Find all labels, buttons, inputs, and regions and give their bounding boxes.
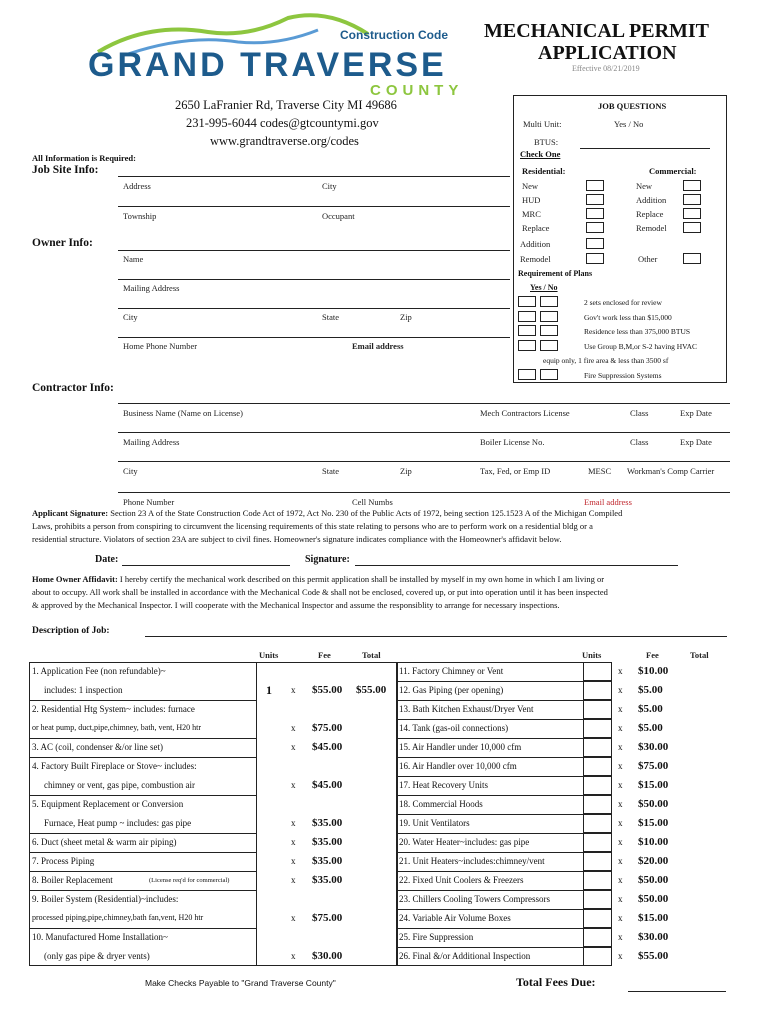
contractor-state-label: State: [322, 466, 339, 476]
right-units-cell[interactable]: [584, 852, 612, 871]
logo-top-text: Construction Code: [340, 28, 448, 42]
right-item-fee: $75.00: [638, 760, 669, 772]
applicant-text1: Section 23 A of the State Construction Code Act of 1972, Act No. 230 of the Public Acts of 1972, being section 125.1523 A of the Michigan Compiled: [108, 508, 623, 518]
right-item-label: 21. Unit Heaters~includes:chimney/vent: [399, 856, 545, 866]
right-item-multiply: x: [618, 780, 623, 790]
right-item-multiply: x: [618, 761, 623, 771]
left-item-multiply: x: [291, 685, 296, 695]
left-item-multiply: x: [291, 818, 296, 828]
contractor-tax-label: Tax, Fed, or Emp ID: [480, 466, 551, 476]
left-row-divider: [29, 871, 256, 872]
left-row-divider: [29, 833, 256, 834]
left-item-sublabel: processed piping,pipe,chimney,bath fan,vent, H20 htr: [32, 913, 204, 922]
contact-address: 2650 LaFranier Rd, Traverse City MI 49686: [175, 98, 397, 112]
plan5-yes-checkbox[interactable]: [518, 369, 536, 380]
res-addition-checkbox[interactable]: [586, 238, 604, 249]
right-item-multiply: x: [618, 932, 623, 942]
left-fee-header: Fee: [318, 650, 331, 660]
job-site-township-label: Township: [123, 211, 157, 221]
left-units-cell[interactable]: [256, 738, 284, 757]
left-units-cell[interactable]: [256, 795, 284, 833]
right-item-multiply: x: [618, 913, 623, 923]
effective-date: Effective 08/21/2019: [572, 64, 640, 73]
other-label: Other: [638, 254, 658, 264]
right-units-cell[interactable]: [584, 814, 612, 833]
job-site-address-label: Address: [123, 181, 151, 191]
right-item-fee: $50.00: [638, 874, 669, 886]
plan-note-6: Fire Suppression Systems: [584, 371, 662, 380]
plan5-no-checkbox[interactable]: [540, 369, 558, 380]
total-due-field[interactable]: [628, 991, 726, 992]
right-item-label: 25. Fire Suppression: [399, 932, 474, 942]
affidavit-text1: I hereby certify the mechanical work described on this permit application shall be installed by myself in my own home in which I am living or: [117, 574, 605, 584]
left-item-multiply: x: [291, 951, 296, 961]
left-item-label: 1. Application Fee (non refundable)~: [32, 666, 166, 676]
res-mrc-label: MRC: [522, 209, 541, 219]
left-item-multiply: x: [291, 913, 296, 923]
right-row-divider: [397, 871, 584, 872]
right-units-cell[interactable]: [584, 757, 612, 776]
left-item-units[interactable]: 1: [266, 683, 272, 697]
res-hud-label: HUD: [522, 195, 541, 205]
left-item-fee: $75.00: [312, 912, 343, 924]
title-line1: MECHANICAL PERMIT: [484, 20, 710, 42]
job-site-heading: Job Site Info:: [32, 164, 99, 176]
applicant-label: Applicant Signature:: [32, 508, 109, 518]
left-item-fee: $55.00: [312, 684, 343, 696]
right-units-cell[interactable]: [584, 681, 612, 700]
right-item-label: 26. Final &/or Additional Inspection: [399, 951, 531, 961]
other-checkbox[interactable]: [683, 253, 701, 264]
total-due-label: Total Fees Due:: [516, 975, 596, 989]
contractor-mailing-label: Mailing Address: [123, 437, 180, 447]
left-item-fee: $35.00: [312, 874, 343, 886]
right-row-divider: [397, 681, 584, 682]
right-item-fee: $15.00: [638, 817, 669, 829]
multi-unit-yes-no[interactable]: Yes / No: [614, 119, 644, 129]
right-item-fee: $5.00: [638, 722, 663, 734]
contractor-boiler-label: Boiler License No.: [480, 437, 545, 447]
contact-phone-email: 231-995-6044 codes@gtcountymi.gov: [186, 116, 379, 130]
res-new-checkbox[interactable]: [586, 180, 604, 191]
left-item-multiply: x: [291, 742, 296, 752]
left-item-sublabel: chimney or vent, gas pipe, combustion air: [44, 780, 195, 790]
date-label: Date:: [95, 554, 119, 565]
right-units-cell[interactable]: [584, 738, 612, 757]
right-item-fee: $30.00: [638, 931, 669, 943]
left-row-divider: [29, 700, 256, 701]
left-units-cell[interactable]: [256, 890, 284, 928]
required-note: All Information is Required:: [32, 153, 136, 163]
left-item-label: 7. Process Piping: [32, 856, 95, 866]
right-units-cell[interactable]: [584, 662, 612, 681]
right-units-cell[interactable]: [584, 947, 612, 966]
right-units-cell[interactable]: [584, 700, 612, 719]
right-units-cell[interactable]: [584, 795, 612, 814]
right-item-label: 12. Gas Piping (per opening): [399, 685, 504, 695]
right-row-divider: [397, 833, 584, 834]
left-row-divider: [29, 795, 256, 796]
right-item-multiply: x: [618, 818, 623, 828]
contractor-heading: Contractor Info:: [32, 382, 114, 394]
right-units-cell[interactable]: [584, 719, 612, 738]
left-row-divider: [29, 890, 256, 891]
contractor-cell-label: Cell Numbs: [352, 497, 393, 507]
logo-main-text: GRAND TRAVERSE: [88, 46, 447, 84]
right-item-fee: $10.00: [638, 665, 669, 677]
contractor-mesc-label: MESC: [588, 466, 612, 476]
left-item-sublabel: or heat pump, duct,pipe,chimney, bath, vent, H20 htr: [32, 723, 201, 732]
res-replace-checkbox[interactable]: [586, 222, 604, 233]
plan3-yes-checkbox[interactable]: [518, 325, 536, 336]
right-units-cell[interactable]: [584, 909, 612, 928]
right-item-multiply: x: [618, 799, 623, 809]
right-row-divider: [397, 700, 584, 701]
owner-mailing-label: Mailing Address: [123, 283, 180, 293]
multi-unit-label: Multi Unit:: [523, 119, 562, 129]
right-item-fee: $10.00: [638, 836, 669, 848]
county-logo: [88, 12, 468, 102]
right-item-label: 13. Bath Kitchen Exhaust/Dryer Vent: [399, 704, 534, 714]
right-units-cell[interactable]: [584, 871, 612, 890]
contractor-phone-label: Phone Number: [123, 497, 175, 507]
plans-yes-no-label: Yes / No: [530, 283, 558, 292]
contractor-business-label: Business Name (Name on License): [123, 408, 243, 418]
right-item-multiply: x: [618, 666, 623, 676]
owner-email-label: Email address: [352, 341, 404, 351]
payable-note: Make Checks Payable to "Grand Traverse County": [145, 978, 336, 988]
left-row-divider: [29, 928, 256, 929]
job-site-city-label: City: [322, 181, 337, 191]
right-units-cell[interactable]: [584, 833, 612, 852]
right-item-fee: $15.00: [638, 779, 669, 791]
right-fee-header: Fee: [646, 650, 659, 660]
right-item-label: 16. Air Handler over 10,000 cfm: [399, 761, 517, 771]
applicant-text2: Laws, prohibits a person from conspiring to circumvent the licensing requirements of this state relating to persons who are to perform work on a residential bldg or a: [32, 521, 593, 531]
left-item-multiply: x: [291, 780, 296, 790]
right-item-fee: $20.00: [638, 855, 669, 867]
left-item-fee: $30.00: [312, 950, 343, 962]
right-item-multiply: x: [618, 837, 623, 847]
left-units-cell[interactable]: [256, 928, 284, 966]
right-item-fee: $30.00: [638, 741, 669, 753]
right-item-label: 24. Variable Air Volume Boxes: [399, 913, 511, 923]
residential-label: Residential:: [522, 166, 566, 176]
com-remodel-label: Remodel: [636, 223, 667, 233]
contact-website: www.grandtraverse.org/codes: [210, 134, 359, 148]
left-item-note: (License req'd for commercial): [149, 877, 230, 884]
left-item-fee: $35.00: [312, 836, 343, 848]
check-one-label: Check One: [520, 149, 561, 159]
commercial-label: Commercial:: [649, 166, 697, 176]
logo-sub-text: COUNTY: [370, 82, 464, 99]
plan4-yes-checkbox[interactable]: [518, 340, 536, 351]
res-hud-checkbox[interactable]: [586, 194, 604, 205]
right-item-multiply: x: [618, 894, 623, 904]
left-units-header: Units: [259, 650, 279, 660]
right-item-multiply: x: [618, 723, 623, 733]
plan-note-1: 2 sets enclosed for review: [584, 298, 662, 307]
right-units-cell[interactable]: [584, 776, 612, 795]
res-addition-label: Addition: [520, 239, 551, 249]
req-plans-label: Requirement of Plans: [518, 269, 593, 278]
left-units-cell[interactable]: [256, 871, 284, 890]
title-line2: APPLICATION: [538, 42, 677, 64]
left-item-total[interactable]: $55.00: [356, 684, 387, 696]
description-label: Description of Job:: [32, 626, 110, 636]
right-item-label: 11. Factory Chimney or Vent: [399, 666, 504, 676]
plan4-no-checkbox[interactable]: [540, 340, 558, 351]
right-item-multiply: x: [618, 875, 623, 885]
right-row-divider: [397, 909, 584, 910]
res-remodel-checkbox[interactable]: [586, 253, 604, 264]
com-new-checkbox[interactable]: [683, 180, 701, 191]
right-item-multiply: x: [618, 951, 623, 961]
left-item-sublabel: Furnace, Heat pump ~ includes: gas pipe: [44, 818, 192, 828]
right-item-label: 23. Chillers Cooling Towers Compressors: [399, 894, 550, 904]
right-item-label: 22. Fixed Unit Coolers & Freezers: [399, 875, 524, 885]
right-item-multiply: x: [618, 856, 623, 866]
owner-phone-label: Home Phone Number: [123, 341, 198, 351]
right-item-multiply: x: [618, 685, 623, 695]
job-site-occupant-label: Occupant: [322, 211, 355, 221]
right-item-fee: $50.00: [638, 893, 669, 905]
right-units-header: Units: [582, 650, 602, 660]
com-remodel-checkbox[interactable]: [683, 222, 701, 233]
right-item-label: 17. Heat Recovery Units: [399, 780, 488, 790]
left-units-cell[interactable]: [256, 662, 284, 700]
contractor-mech-license-label: Mech Contractors License: [480, 408, 570, 418]
job-questions-heading: JOB QUESTIONS: [598, 101, 667, 111]
applicant-text-line1: [32, 508, 622, 518]
right-item-fee: $5.00: [638, 703, 663, 715]
left-item-fee: $45.00: [312, 779, 343, 791]
left-item-fee: $35.00: [312, 817, 343, 829]
right-item-multiply: x: [618, 742, 623, 752]
affidavit-text-line1: [32, 574, 604, 584]
right-item-label: 20. Water Heater~includes: gas pipe: [399, 837, 530, 847]
res-remodel-label: Remodel: [520, 254, 551, 264]
contractor-exp-label-1: Exp Date: [680, 408, 712, 418]
left-item-label: 10. Manufactured Home Installation~: [32, 932, 168, 942]
owner-name-label: Name: [123, 254, 144, 264]
right-row-divider: [397, 852, 584, 853]
left-item-fee: $35.00: [312, 855, 343, 867]
res-mrc-checkbox[interactable]: [586, 208, 604, 219]
left-item-fee: $75.00: [312, 722, 343, 734]
left-item-label: 9. Boiler System (Residential)~includes:: [32, 894, 179, 904]
contractor-city-label: City: [123, 466, 138, 476]
description-field[interactable]: [145, 636, 727, 637]
plan-note-4: Use Group B,M,or S-2 having HVAC: [584, 342, 697, 351]
left-units-cell[interactable]: [256, 852, 284, 871]
com-replace-label: Replace: [636, 209, 664, 219]
right-item-fee: $55.00: [638, 950, 669, 962]
contractor-zip-label: Zip: [400, 466, 412, 476]
right-item-label: 19. Unit Ventilators: [399, 818, 470, 828]
left-item-label: 4. Factory Built Fireplace or Stove~ includes:: [32, 761, 197, 771]
left-item-multiply: x: [291, 837, 296, 847]
contractor-class-label-2: Class: [630, 437, 649, 447]
owner-zip-label: Zip: [400, 312, 412, 322]
right-item-fee: $15.00: [638, 912, 669, 924]
left-item-label: 6. Duct (sheet metal & warm air piping): [32, 837, 177, 847]
plan3-no-checkbox[interactable]: [540, 325, 558, 336]
contractor-email-label: Email address: [584, 497, 632, 507]
right-total-header: Total: [690, 650, 709, 660]
left-item-fee: $45.00: [312, 741, 343, 753]
right-row-divider: [397, 719, 584, 720]
owner-city-label: City: [123, 312, 138, 322]
left-item-sublabel: (only gas pipe & dryer vents): [44, 951, 150, 961]
plan1-no-checkbox[interactable]: [540, 296, 558, 307]
applicant-text3: residential structure. Violators of section 23A are subject to civil fines. Homeowner's signature indicates compliance with the Homeowner's affidavit below.: [32, 534, 562, 544]
affidavit-text2: about to occupy. All work shall be installed in accordance with the Mechanical Code & shall not be enclosed, covered up, or put into operation until it has been inspected: [32, 587, 608, 597]
left-item-multiply: x: [291, 856, 296, 866]
left-item-label: 5. Equipment Replacement or Conversion: [32, 799, 184, 809]
right-item-fee: $50.00: [638, 798, 669, 810]
left-item-multiply: x: [291, 875, 296, 885]
left-row-divider: [29, 738, 256, 739]
left-units-cell[interactable]: [256, 700, 284, 738]
contractor-exp-label-2: Exp Date: [680, 437, 712, 447]
plan1-yes-checkbox[interactable]: [518, 296, 536, 307]
signature-field[interactable]: [355, 565, 678, 566]
right-item-multiply: x: [618, 704, 623, 714]
right-row-divider: [397, 928, 584, 929]
right-row-divider: [397, 890, 584, 891]
left-total-header: Total: [362, 650, 381, 660]
right-row-divider: [397, 757, 584, 758]
owner-state-label: State: [322, 312, 339, 322]
left-units-cell[interactable]: [256, 757, 284, 795]
right-units-cell[interactable]: [584, 890, 612, 909]
right-item-fee: $5.00: [638, 684, 663, 696]
right-item-label: 18. Commercial Hoods: [399, 799, 483, 809]
left-item-label: 2. Residential Htg System~ includes: furnace: [32, 704, 195, 714]
contractor-workmans-label: Workman's Comp Carrier: [627, 466, 715, 476]
left-units-cell[interactable]: [256, 833, 284, 852]
right-row-divider: [397, 947, 584, 948]
left-item-label: 8. Boiler Replacement: [32, 875, 113, 885]
plan-note-3: Residence less than 375,000 BTUS: [584, 327, 691, 336]
right-row-divider: [397, 776, 584, 777]
res-replace-label: Replace: [522, 223, 550, 233]
com-new-label: New: [636, 181, 653, 191]
affidavit-text3: & approved by the Mechanical Inspector. I will cooperate with the Mechanical Inspector and assume the responsiblity to arrange for necessary inspections.: [32, 600, 560, 610]
signature-label: Signature:: [305, 554, 350, 565]
contractor-class-label-1: Class: [630, 408, 649, 418]
plan2-no-checkbox[interactable]: [540, 311, 558, 322]
left-item-multiply: x: [291, 723, 296, 733]
left-item-sublabel: includes: 1 inspection: [44, 685, 123, 695]
plan-note-5: equip only, 1 fire area & less than 3500 sf: [543, 356, 669, 365]
res-new-label: New: [522, 181, 539, 191]
plan-note-2: Gov't work less than $15,000: [584, 313, 672, 322]
right-item-label: 14. Tank (gas-oil connections): [399, 723, 509, 733]
right-item-label: 15. Air Handler under 10,000 cfm: [399, 742, 522, 752]
com-replace-checkbox[interactable]: [683, 208, 701, 219]
btus-label: BTUS:: [534, 137, 559, 147]
date-field[interactable]: [122, 565, 290, 566]
plan2-yes-checkbox[interactable]: [518, 311, 536, 322]
right-row-divider: [397, 814, 584, 815]
left-row-divider: [29, 852, 256, 853]
left-item-label: 3. AC (coil, condenser &/or line set): [32, 742, 163, 752]
right-row-divider: [397, 738, 584, 739]
right-units-cell[interactable]: [584, 928, 612, 947]
owner-heading: Owner Info:: [32, 237, 93, 249]
com-addition-label: Addition: [636, 195, 667, 205]
com-addition-checkbox[interactable]: [683, 194, 701, 205]
left-row-divider: [29, 757, 256, 758]
affidavit-label: Home Owner Affidavit:: [32, 574, 118, 584]
right-row-divider: [397, 795, 584, 796]
